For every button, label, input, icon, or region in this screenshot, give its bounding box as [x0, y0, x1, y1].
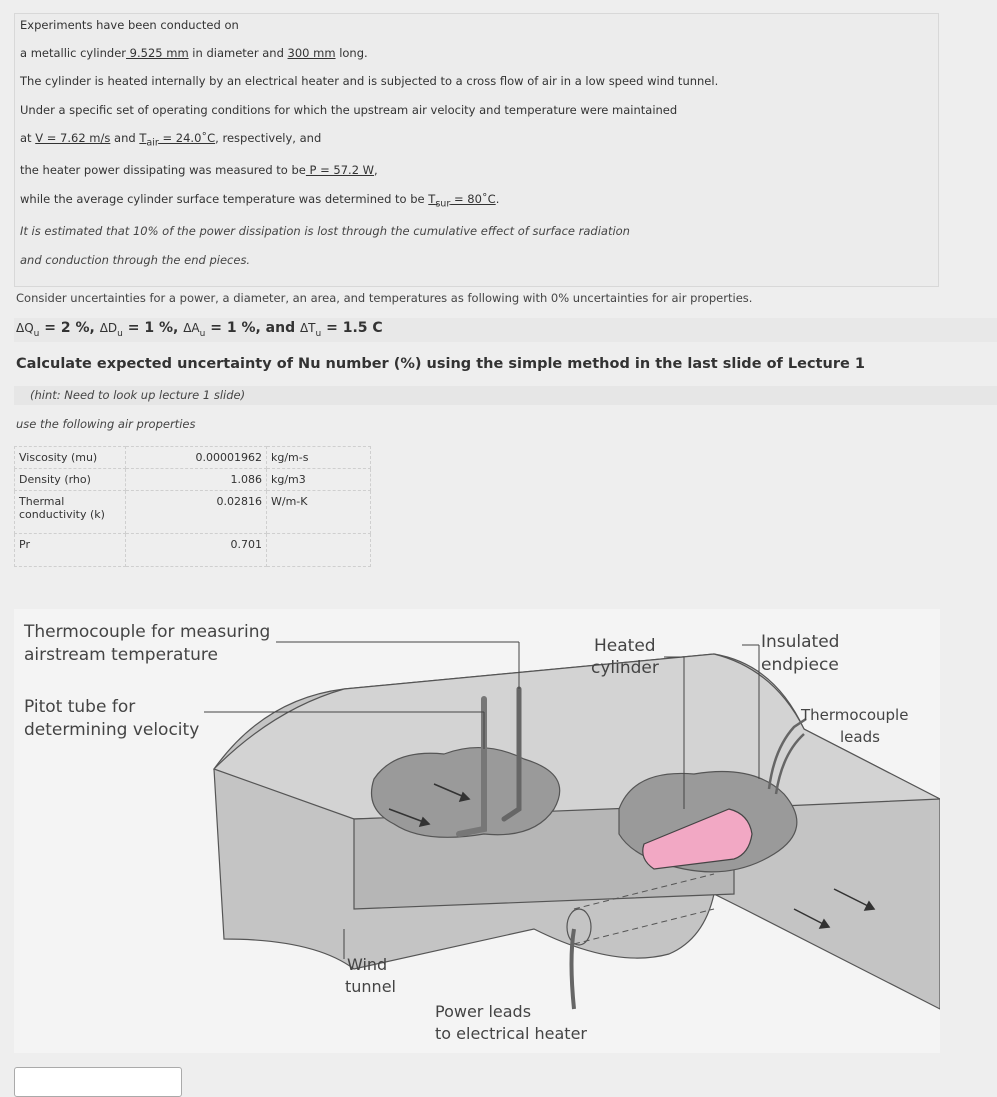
wind-tunnel-label-2: tunnel	[345, 977, 396, 996]
use-properties-text: use the following air properties	[16, 417, 196, 431]
heated-cylinder-label: Heated	[594, 636, 656, 656]
property-name: Viscosity (mu)	[15, 447, 126, 469]
property-name: Pr	[15, 534, 126, 567]
property-name: Density (rho)	[15, 469, 126, 491]
given-line-7: while the average cylinder surface temperature was determined to be $T_{sur}$ = 80˚C.	[20, 192, 500, 210]
property-name: Thermal conductivity (k)	[15, 491, 126, 534]
length-value: 300 mm	[287, 46, 336, 60]
wind-tunnel-label: Wind	[347, 955, 388, 974]
power-value: P = 57.2 W	[305, 163, 375, 177]
power-leads-label: Power leads	[435, 1002, 532, 1021]
given-line-3: The cylinder is heated internally by an electrical heater and is subjected to a cross flow of air in a low speed wind tunnel.	[20, 74, 719, 88]
cutout-left	[372, 748, 560, 838]
thermocouple-leads-label-2: leads	[840, 728, 880, 746]
wind-tunnel-diagram	[14, 609, 940, 1053]
thermocouple-airstream-label-2: airstream temperature	[24, 645, 218, 665]
question-text: Calculate expected uncertainty of Nu number (%) using the simple method in the last slide of Lecture 1	[16, 356, 865, 372]
surface-temperature-value: $T_{sur}$ = 80˚C	[428, 192, 496, 210]
property-value: 0.00001962	[126, 447, 267, 469]
given-line-6: the heater power dissipating was measured to be P = 57.2 W,	[20, 163, 378, 177]
property-unit: W/m-K	[267, 491, 371, 534]
given-line-9: and conduction through the end pieces.	[20, 253, 251, 267]
table-row	[15, 534, 371, 567]
table-row	[15, 469, 371, 491]
table-row	[15, 447, 371, 469]
pitot-tube-label: Pitot tube for	[24, 697, 136, 717]
insulated-endpiece-label-2: endpiece	[761, 655, 839, 675]
power-leads-label-2: to electrical heater	[435, 1024, 587, 1043]
given-line-2: a metallic cylinder 9.525 mm in diameter and 300 mm long.	[20, 46, 368, 60]
insulated-endpiece-label: Insulated	[761, 632, 840, 652]
uncertainty-values: $\Delta Q_u = 2$ %, $\Delta D_u = 1$ %, $\Delta A_u = 1$ %, and $\Delta T_u = 1.5$ C	[16, 320, 383, 339]
given-line-5: at V = 7.62 m/s and $T_{air}$ = 24.0˚C, respectively, and	[20, 131, 322, 149]
answer-input[interactable]	[14, 1067, 182, 1097]
table-row	[15, 491, 371, 534]
given-line-4: Under a specific set of operating conditions for which the upstream air velocity and temperature were maintained	[20, 103, 678, 117]
problem-statement-box	[14, 13, 939, 287]
hint-text: (hint: Need to look up lecture 1 slide)	[30, 388, 246, 402]
velocity-value: V = 7.62 m/s	[35, 131, 111, 145]
thermocouple-leads-label: Thermocouple	[801, 706, 909, 724]
diameter-value: 9.525 mm	[126, 46, 189, 60]
property-unit	[267, 534, 371, 567]
heated-cylinder-label-2: cylinder	[591, 658, 659, 678]
pitot-tube-label-2: determining velocity	[24, 720, 200, 740]
property-unit: kg/m-s	[267, 447, 371, 469]
air-temperature-value: $T_{air}$ = 24.0˚C	[139, 131, 216, 149]
given-line-1: Experiments have been conducted on	[20, 18, 239, 32]
property-value: 1.086	[126, 469, 267, 491]
air-properties-table	[14, 446, 371, 567]
consider-uncertainties-text: Consider uncertainties for a power, a diameter, an area, and temperatures as following with 0% uncertainties for air properties.	[16, 291, 753, 305]
property-value: 0.02816	[126, 491, 267, 534]
thermocouple-airstream-label: Thermocouple for measuring	[24, 622, 271, 642]
property-unit: kg/m3	[267, 469, 371, 491]
property-value: 0.701	[126, 534, 267, 567]
given-line-8: It is estimated that 10% of the power dissipation is lost through the cumulative effect of surface radiation	[20, 224, 630, 238]
